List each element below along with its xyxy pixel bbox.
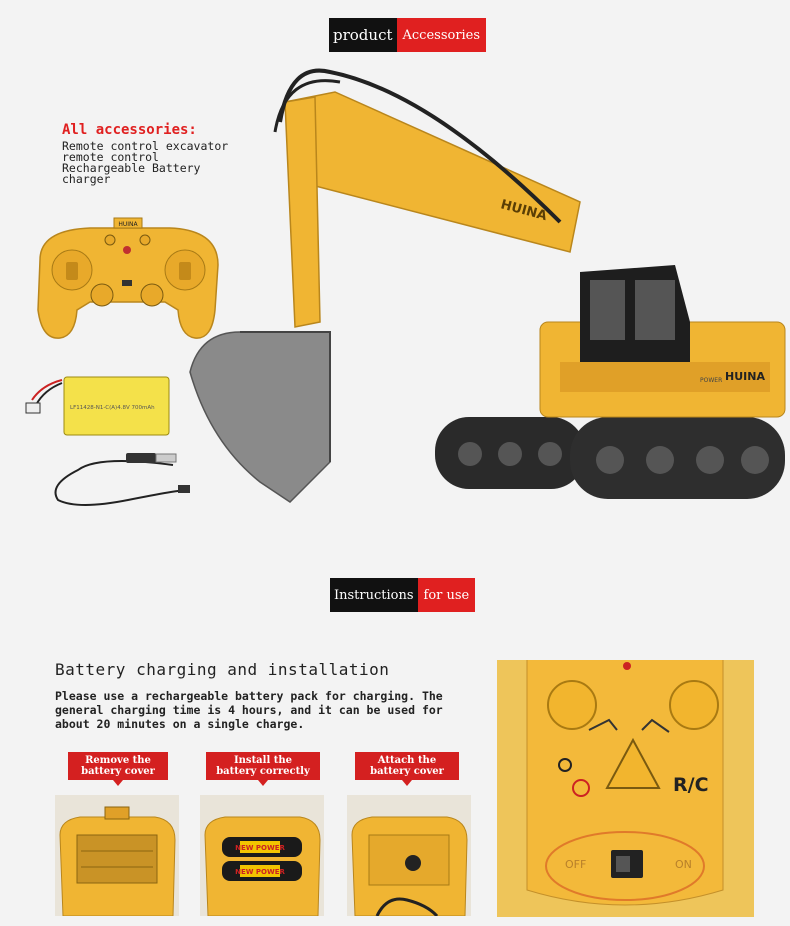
step-photo-install-battery — [200, 795, 324, 916]
rc-mode-label: R/C — [673, 774, 709, 796]
body-brand-text: HUINA — [725, 370, 765, 383]
product-accessories-badge — [329, 18, 486, 52]
charging-description: Please use a rechargeable battery pack for charging. The general charging time is 4 hours, and it can be used for about 20 minutes on a single charge. — [55, 689, 443, 731]
step-photo-remove-cover — [55, 795, 179, 916]
boom-brand-text: HUINA — [498, 197, 549, 225]
accessories-heading: All accessories: — [62, 122, 197, 138]
remote-panel-closeup — [497, 660, 754, 917]
step-label-line: Attach the — [377, 755, 437, 766]
step-label-line: battery cover — [370, 766, 444, 777]
badge-red-part: Accessories — [397, 18, 487, 52]
charging-section — [55, 660, 475, 731]
body-power-text: POWER — [700, 377, 723, 384]
charging-heading: Battery charging and installation — [55, 660, 390, 679]
step-label-install-battery — [206, 752, 320, 780]
step-label-line: battery correctly — [216, 766, 310, 777]
usb-charger-image — [38, 445, 198, 515]
badge-dark-part: product — [329, 18, 397, 52]
step-label-remove-cover — [68, 752, 168, 780]
accessory-item: charger — [62, 172, 111, 186]
battery-label: LF11428-N1-C(A)4.8V 700mAh — [70, 405, 155, 411]
step-label-line: battery cover — [81, 766, 155, 777]
step-label-attach-cover — [355, 752, 459, 780]
battery-brand-text: NEW POWER — [235, 868, 285, 876]
on-label: ON — [675, 858, 692, 871]
accessory-item: remote control — [62, 150, 159, 164]
step-photo-attach-cover — [347, 795, 471, 916]
battery-pack-image — [22, 375, 172, 445]
step-label-line: Remove the — [85, 755, 151, 766]
excavator-image — [180, 62, 790, 512]
off-label: OFF — [565, 858, 587, 871]
remote-brand-text: HUINA — [118, 221, 138, 228]
instructions-badge — [330, 578, 475, 612]
accessory-item: Remote control excavator — [62, 139, 229, 153]
accessory-item: Rechargeable Battery — [62, 161, 201, 175]
badge-dark-part: Instructions — [330, 578, 418, 612]
badge-red-part: for use — [418, 578, 476, 612]
step-label-line: Install the — [233, 755, 292, 766]
battery-brand-text: NEW POWER — [235, 844, 285, 852]
